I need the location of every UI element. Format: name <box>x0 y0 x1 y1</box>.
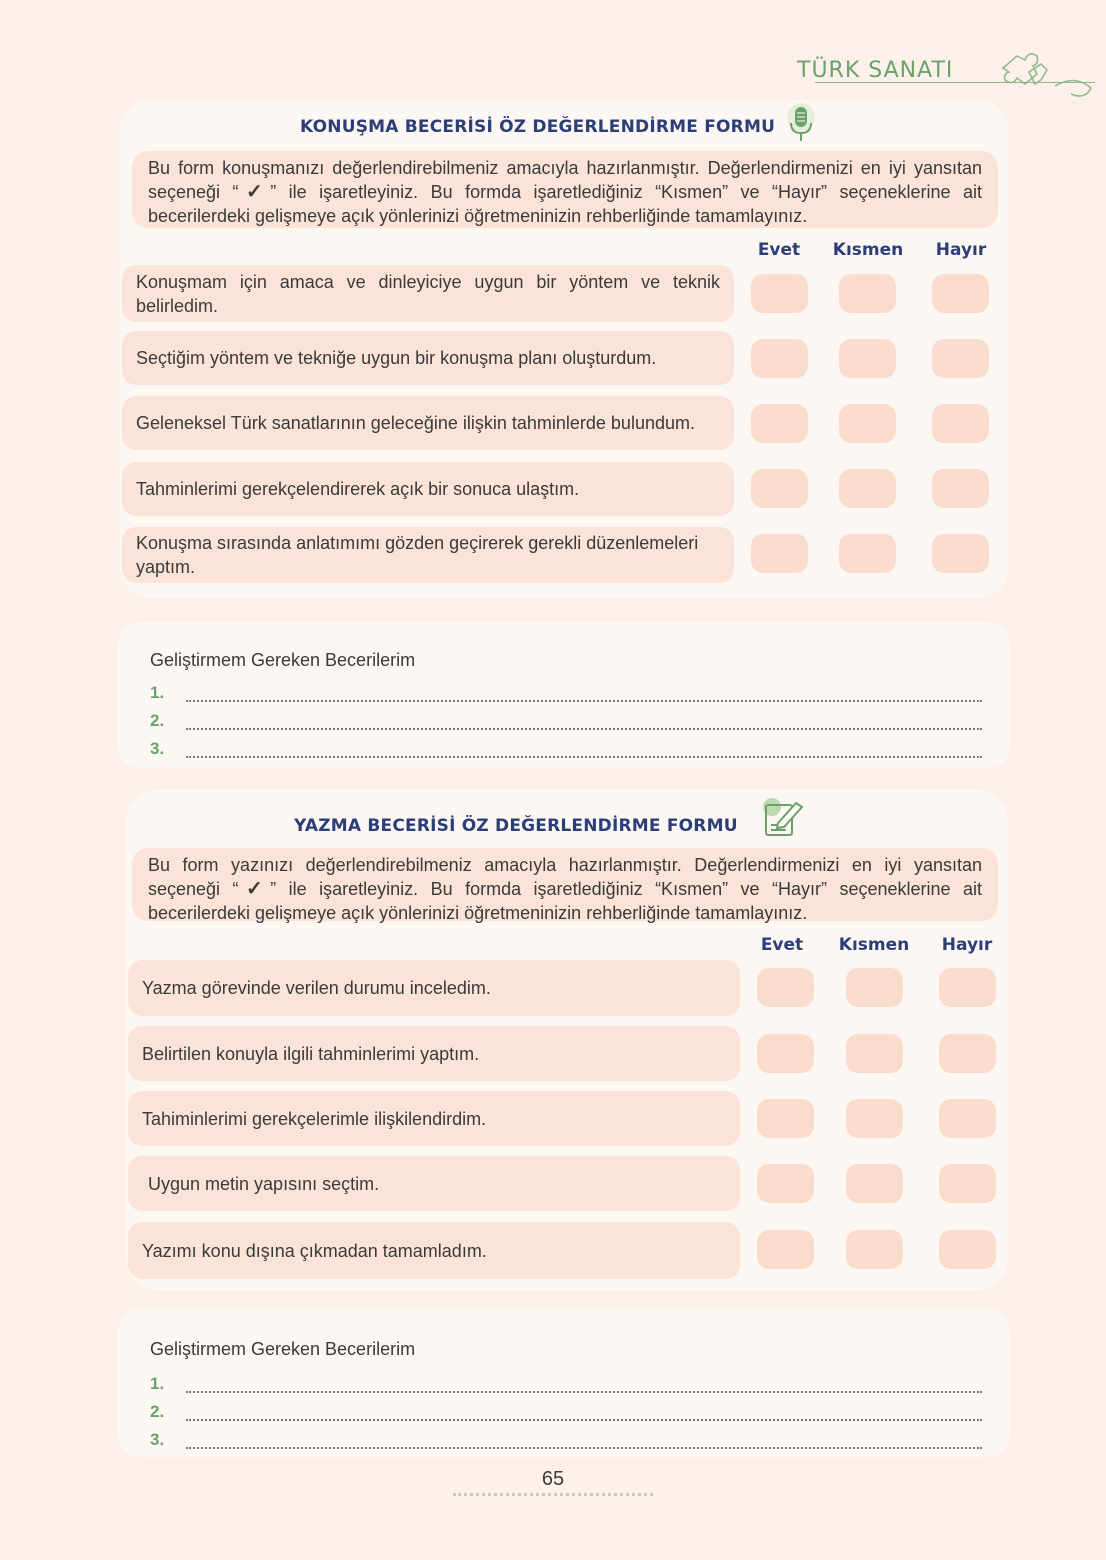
page-number: 65 <box>541 1468 565 1490</box>
speaking-dev-number-3: 3. <box>150 739 165 758</box>
writing-3-no-checkbox[interactable] <box>939 1099 996 1138</box>
speaking-dev-number-2: 2. <box>150 711 165 730</box>
writing-4-yes-checkbox[interactable] <box>757 1164 814 1203</box>
writing-dev-line-3[interactable] <box>186 1429 982 1449</box>
column-header-no: Hayır <box>935 240 987 260</box>
speaking-criterion-4: Tahminlerimi gerekçelendirerek açık bir sonuca ulaştım. <box>122 462 734 516</box>
speaking-criterion-1: Konuşmam için amaca ve dinleyiciye uygun bir yöntem ve teknik belirledim. <box>122 265 734 322</box>
speaking-1-no-checkbox[interactable] <box>932 274 989 313</box>
speaking-1-yes-checkbox[interactable] <box>751 274 808 313</box>
instructions-text-end: ” ile işaretleyiniz. Bu formda işaretlediğiniz “Kısmen” ve “Hayır” seçeneklerine ait becerilerdeki gelişmeye açık yönlerinizi öğretmeninizin rehberliğinde tamamlayınız. <box>148 182 982 226</box>
speaking-4-no-checkbox[interactable] <box>932 469 989 508</box>
writing-2-yes-checkbox[interactable] <box>757 1034 814 1073</box>
column-header-partly: Kısmen <box>832 240 904 260</box>
section-title: TÜRK SANATI <box>797 58 954 83</box>
writing-dev-line-1[interactable] <box>186 1373 982 1393</box>
speaking-criterion-2: Seçtiğim yöntem ve tekniğe uygun bir konuşma planı oluşturdum. <box>122 331 734 385</box>
speaking-form-instructions <box>132 151 998 228</box>
writing-criterion-1: Yazma görevinde verilen durumu inceledim. <box>128 960 740 1016</box>
writing-dev-line-2[interactable] <box>186 1401 982 1421</box>
column-header-partly: Kısmen <box>838 935 910 955</box>
checkmark-icon: ✓ <box>238 878 271 900</box>
writing-form-title: YAZMA BECERİSİ ÖZ DEĞERLENDİRME FORMU <box>294 816 738 836</box>
speaking-5-yes-checkbox[interactable] <box>751 534 808 573</box>
speaking-form-title: KONUŞMA BECERİSİ ÖZ DEĞERLENDİRME FORMU <box>300 117 776 137</box>
speaking-4-partly-checkbox[interactable] <box>839 469 896 508</box>
pencil-note-icon <box>760 797 806 844</box>
speaking-4-yes-checkbox[interactable] <box>751 469 808 508</box>
writing-form-instructions <box>132 848 998 921</box>
speaking-1-partly-checkbox[interactable] <box>839 274 896 313</box>
writing-4-no-checkbox[interactable] <box>939 1164 996 1203</box>
writing-2-no-checkbox[interactable] <box>939 1034 996 1073</box>
writing-2-partly-checkbox[interactable] <box>846 1034 903 1073</box>
writing-criterion-4: Uygun metin yapısını seçtim. <box>128 1156 740 1211</box>
speaking-criterion-5: Konuşma sırasında anlatımımı gözden geçirerek gerekli düzenlemeleri yaptım. <box>122 527 734 583</box>
instructions-text-end: ” ile işaretleyiniz. Bu formda işaretlediğiniz “Kısmen” ve “Hayır” seçeneklerine ait becerilerdeki gelişmeye açık yönlerinizi öğretmeninizin rehberliğinde tamamlayınız. <box>148 879 982 923</box>
speaking-dev-line-2[interactable] <box>186 710 982 730</box>
page-number-divider <box>453 1493 653 1500</box>
writing-5-partly-checkbox[interactable] <box>846 1230 903 1269</box>
writing-3-partly-checkbox[interactable] <box>846 1099 903 1138</box>
writing-1-partly-checkbox[interactable] <box>846 968 903 1007</box>
column-header-no: Hayır <box>941 935 993 955</box>
writing-1-yes-checkbox[interactable] <box>757 968 814 1007</box>
writing-5-yes-checkbox[interactable] <box>757 1230 814 1269</box>
instructions-text-start: Bu form konuşmanızı değerlendirebilmeniz amacıyla hazırlanmıştır. Değerlendirmenizi en iyi yansıtan seçeneği “ <box>148 158 982 202</box>
column-header-yes: Evet <box>757 240 801 260</box>
puzzle-piece-icon <box>995 44 1100 109</box>
speaking-5-no-checkbox[interactable] <box>932 534 989 573</box>
writing-criterion-5: Yazımı konu dışına çıkmadan tamamladım. <box>128 1222 740 1279</box>
speaking-2-no-checkbox[interactable] <box>932 339 989 378</box>
speaking-dev-line-1[interactable] <box>186 682 982 702</box>
instructions-text-start: Bu form yazınızı değerlendirebilmeniz amacıyla hazırlanmıştır. Değerlendirmenizi en iyi yansıtan seçeneği “ <box>148 855 982 899</box>
column-header-yes: Evet <box>760 935 804 955</box>
writing-5-no-checkbox[interactable] <box>939 1230 996 1269</box>
writing-dev-number-3: 3. <box>150 1430 165 1449</box>
speaking-3-yes-checkbox[interactable] <box>751 404 808 443</box>
microphone-icon <box>786 103 816 150</box>
speaking-development-title: Geliştirmem Gereken Becerilerim <box>150 650 416 670</box>
speaking-3-no-checkbox[interactable] <box>932 404 989 443</box>
writing-1-no-checkbox[interactable] <box>939 968 996 1007</box>
writing-3-yes-checkbox[interactable] <box>757 1099 814 1138</box>
speaking-2-yes-checkbox[interactable] <box>751 339 808 378</box>
speaking-criterion-3: Geleneksel Türk sanatlarının geleceğine ilişkin tahminlerde bulundum. <box>122 396 734 450</box>
writing-criterion-2: Belirtilen konuyla ilgili tahminlerimi yaptım. <box>128 1026 740 1081</box>
writing-development-title: Geliştirmem Gereken Becerilerim <box>150 1339 416 1359</box>
speaking-dev-number-1: 1. <box>150 683 165 702</box>
writing-4-partly-checkbox[interactable] <box>846 1164 903 1203</box>
writing-dev-number-1: 1. <box>150 1374 165 1393</box>
speaking-3-partly-checkbox[interactable] <box>839 404 896 443</box>
checkmark-icon: ✓ <box>238 181 271 203</box>
speaking-5-partly-checkbox[interactable] <box>839 534 896 573</box>
speaking-2-partly-checkbox[interactable] <box>839 339 896 378</box>
speaking-dev-line-3[interactable] <box>186 738 982 758</box>
writing-criterion-3: Tahiminlerimi gerekçelerimle ilişkilendirdim. <box>128 1091 740 1146</box>
writing-dev-number-2: 2. <box>150 1402 165 1421</box>
